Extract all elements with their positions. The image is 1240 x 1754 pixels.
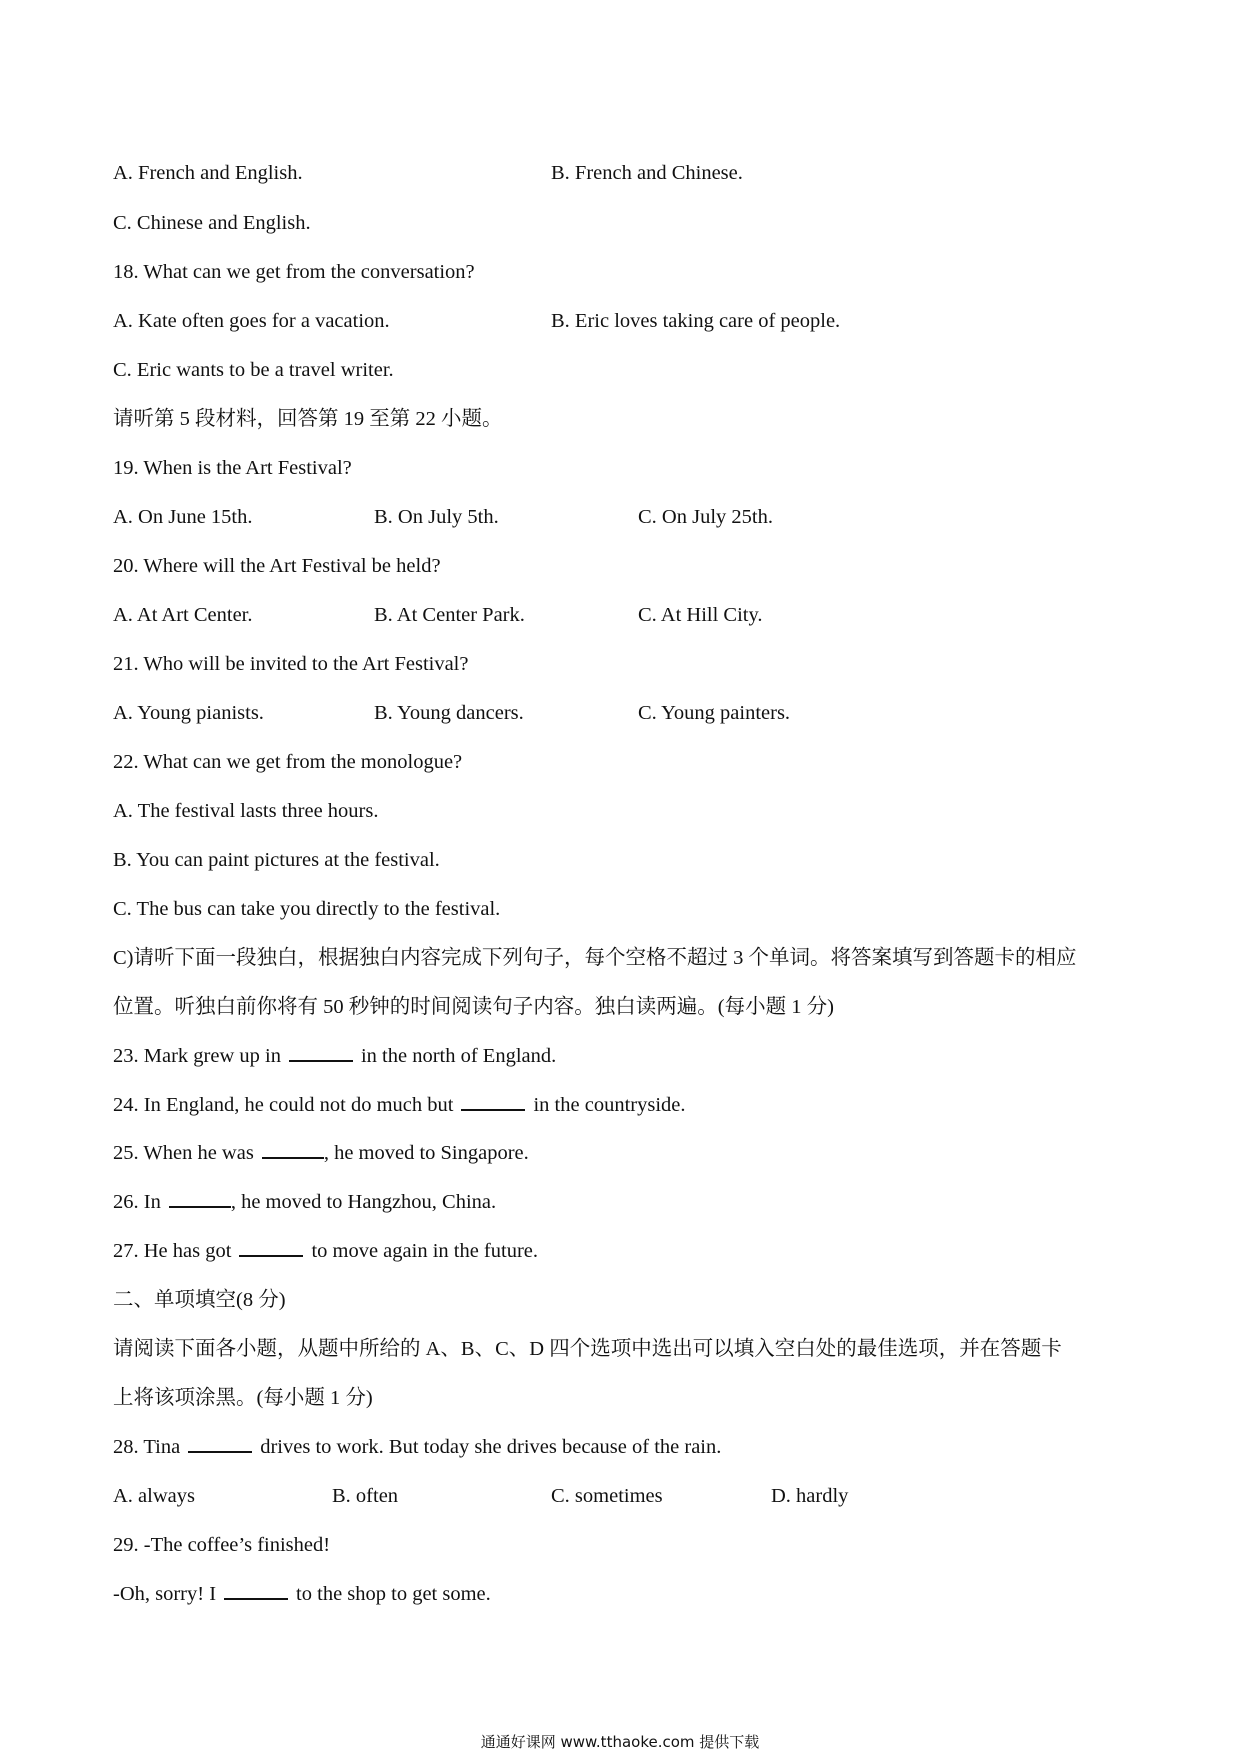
section5-instruction: 请听第 5 段材料，回答第 19 至第 22 小题。 bbox=[113, 408, 503, 430]
q22-option-b: B. You can paint pictures at the festival. bbox=[113, 849, 440, 871]
q24-text-before: 24. In England, he could not do much but bbox=[113, 1094, 454, 1116]
q19-option-a: A. On June 15th. bbox=[113, 506, 253, 528]
q28-option-c: C. sometimes bbox=[551, 1485, 663, 1507]
q19-option-c: C. On July 25th. bbox=[638, 506, 773, 528]
q21-stem: 21. Who will be invited to the Art Festival? bbox=[113, 653, 469, 675]
q23-sentence bbox=[113, 1041, 556, 1071]
q18-option-a: A. Kate often goes for a vacation. bbox=[113, 310, 390, 332]
q29-answer-blank bbox=[224, 1597, 288, 1600]
q24-answer-blank bbox=[461, 1108, 525, 1111]
q27-answer-blank bbox=[239, 1254, 303, 1257]
q21-option-c: C. Young painters. bbox=[638, 702, 791, 724]
q24-text-after: in the countryside. bbox=[533, 1094, 686, 1116]
q29-line-1: 29. -The coffee’s finished! bbox=[113, 1534, 331, 1556]
q29-text-after: to the shop to get some. bbox=[296, 1583, 491, 1605]
q18-option-c: C. Eric wants to be a travel writer. bbox=[113, 359, 394, 381]
q19-stem: 19. When is the Art Festival? bbox=[113, 457, 352, 479]
q22-option-a: A. The festival lasts three hours. bbox=[113, 800, 379, 822]
q23-text-before: 23. Mark grew up in bbox=[113, 1045, 281, 1067]
q28-answer-blank bbox=[188, 1450, 252, 1453]
section-c-instruction-line-2: 位置。听独白前你将有 50 秒钟的时间阅读句子内容。独白读两遍。(每小题 1 分) bbox=[113, 996, 834, 1018]
q22-option-c: C. The bus can take you directly to the festival. bbox=[113, 898, 501, 920]
q18-stem: 18. What can we get from the conversation? bbox=[113, 261, 475, 283]
q23-text-after: in the north of England. bbox=[360, 1045, 557, 1067]
q29-line-2 bbox=[113, 1579, 491, 1609]
q23-answer-blank bbox=[289, 1059, 353, 1062]
q18-option-b: B. Eric loves taking care of people. bbox=[551, 310, 841, 332]
q26-sentence bbox=[113, 1187, 496, 1217]
part2-instruction-line-2: 上将该项涂黑。(每小题 1 分) bbox=[113, 1387, 373, 1409]
q27-text-after: to move again in the future. bbox=[311, 1240, 539, 1262]
q28-text-before: 28. Tina bbox=[113, 1436, 181, 1458]
q20-option-b: B. At Center Park. bbox=[374, 604, 525, 626]
q25-answer-blank bbox=[262, 1156, 324, 1159]
q21-option-b: B. Young dancers. bbox=[374, 702, 524, 724]
q17-option-a: A. French and English. bbox=[113, 162, 303, 184]
q20-option-c: C. At Hill City. bbox=[638, 604, 763, 626]
q22-stem: 22. What can we get from the monologue? bbox=[113, 751, 463, 773]
q19-option-b: B. On July 5th. bbox=[374, 506, 499, 528]
q25-sentence bbox=[113, 1138, 529, 1168]
page-footer: 通通好课网 www.tthaoke.com 提供下载 bbox=[480, 1733, 760, 1751]
q17-option-b: B. French and Chinese. bbox=[551, 162, 743, 184]
q28-option-a: A. always bbox=[113, 1485, 195, 1507]
q28-sentence bbox=[113, 1432, 721, 1462]
q20-stem: 20. Where will the Art Festival be held? bbox=[113, 555, 441, 577]
q27-sentence bbox=[113, 1236, 538, 1266]
part2-instruction-line-1: 请阅读下面各小题，从题中所给的 A、B、C、D 四个选项中选出可以填入空白处的最佳选项，并在答题卡 bbox=[113, 1338, 1062, 1360]
q21-option-a: A. Young pianists. bbox=[113, 702, 264, 724]
q20-option-a: A. At Art Center. bbox=[113, 604, 253, 626]
q26-text-before: 26. In bbox=[113, 1191, 161, 1213]
q28-option-b: B. often bbox=[332, 1485, 399, 1507]
q27-text-before: 27. He has got bbox=[113, 1240, 232, 1262]
q28-option-d: D. hardly bbox=[771, 1485, 849, 1507]
q25-text-after: , he moved to Singapore. bbox=[323, 1142, 529, 1164]
q24-sentence bbox=[113, 1090, 686, 1120]
q28-text-after: drives to work. But today she drives because of the rain. bbox=[260, 1436, 722, 1458]
q29-text-before: -Oh, sorry! I bbox=[113, 1583, 217, 1605]
section-c-instruction-line-1: C)请听下面一段独白，根据独白内容完成下列句子，每个空格不超过 3 个单词。将答案填写到答题卡的相应 bbox=[113, 947, 1077, 969]
part2-heading: 二、单项填空(8 分) bbox=[113, 1289, 286, 1311]
q25-text-before: 25. When he was bbox=[113, 1142, 254, 1164]
q26-answer-blank bbox=[169, 1205, 231, 1208]
q17-option-c: C. Chinese and English. bbox=[113, 212, 311, 234]
q26-text-after: , he moved to Hangzhou, China. bbox=[230, 1191, 497, 1213]
